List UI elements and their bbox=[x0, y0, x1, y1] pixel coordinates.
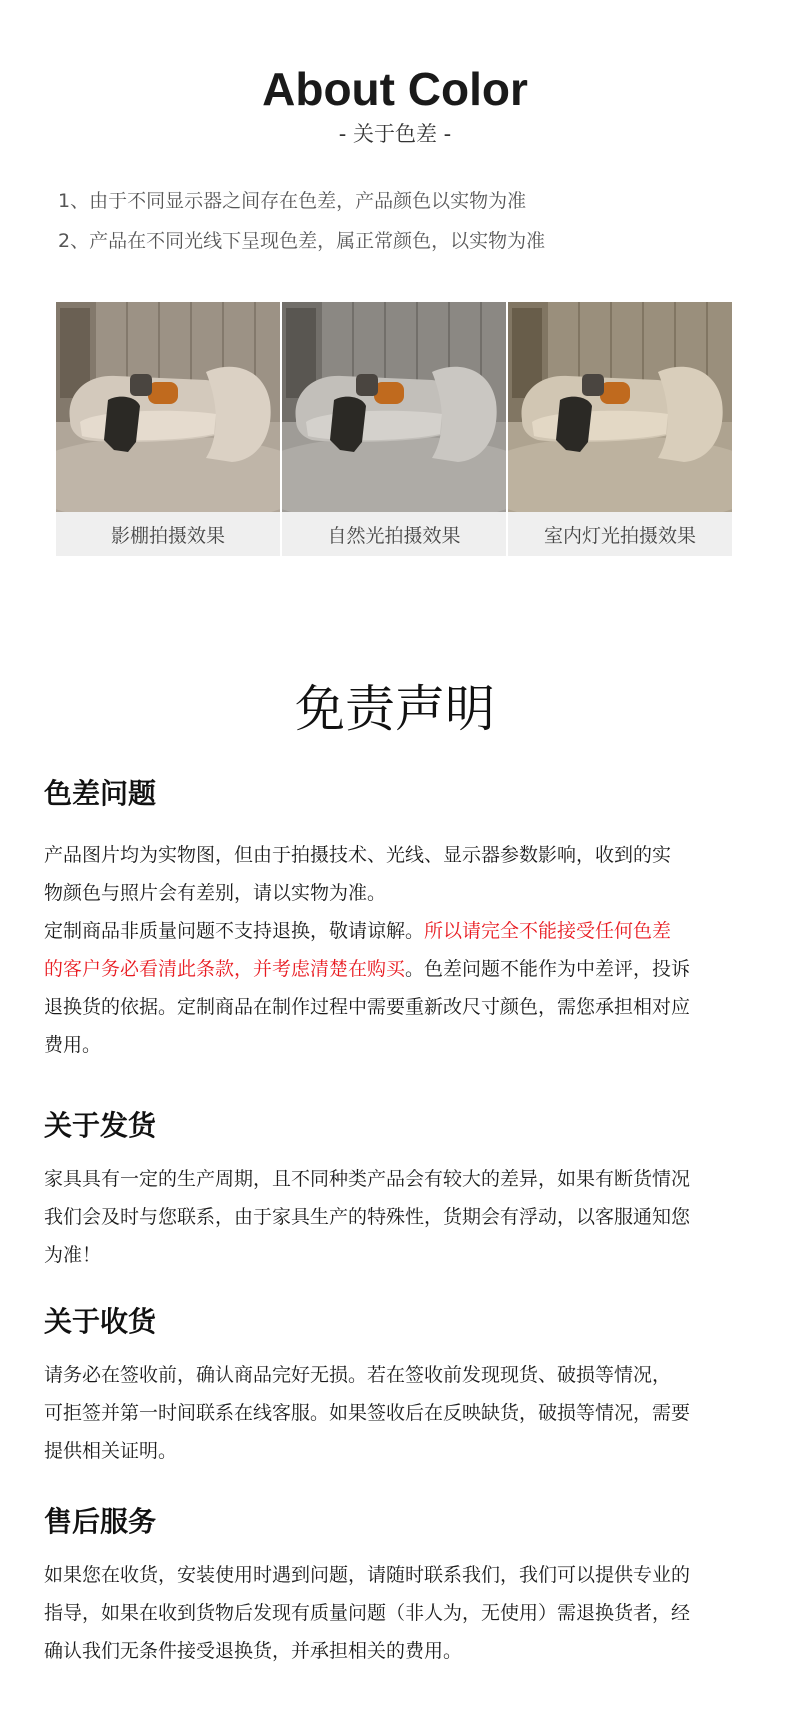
paragraph-line: 我们会及时与您联系，由于家具生产的特殊性，货期会有浮动，以客服通知您 bbox=[44, 1206, 691, 1228]
paragraph-line: 为准！ bbox=[44, 1244, 102, 1266]
sofa-photo-indoor bbox=[508, 302, 732, 512]
about-color-subtitle: - 关于色差 - bbox=[338, 122, 452, 146]
disclaimer-title: 免责声明 bbox=[295, 680, 495, 738]
sofa-photo-natural bbox=[282, 302, 506, 512]
orange-pillow bbox=[148, 382, 178, 404]
dark-pillow bbox=[582, 374, 604, 396]
section-body-receiving bbox=[44, 1356, 760, 1470]
orange-pillow bbox=[374, 382, 404, 404]
sofa-illustration bbox=[508, 302, 732, 512]
section-heading-shipping: 关于发货 bbox=[44, 1109, 157, 1142]
sofa-illustration bbox=[56, 302, 280, 512]
section-body-after-sales bbox=[44, 1556, 760, 1670]
section-heading-color-difference: 色差问题 bbox=[44, 777, 157, 810]
paragraph-line: 定制商品非质量问题不支持退换，敬请谅解。所以请完全不能接受任何色差 bbox=[44, 920, 672, 942]
throw-blanket bbox=[104, 397, 140, 452]
throw-blanket bbox=[556, 397, 592, 452]
paragraph-line: 指导，如果在收到货物后发现有质量问题（非人为，无使用）需退换货者，经 bbox=[44, 1602, 691, 1624]
photo-card-natural bbox=[282, 302, 506, 556]
warning-text: 所以请完全不能接受任何色差 bbox=[424, 920, 672, 942]
orange-pillow bbox=[600, 382, 630, 404]
section-heading-after-sales: 售后服务 bbox=[44, 1505, 157, 1538]
sofa-illustration bbox=[282, 302, 506, 512]
section-body-shipping bbox=[44, 1160, 760, 1274]
photo-label-indoor: 室内灯光拍摄效果 bbox=[508, 512, 732, 556]
photo-label-studio: 影棚拍摄效果 bbox=[56, 512, 280, 556]
dark-pillow bbox=[356, 374, 378, 396]
color-note-2: 2、产品在不同光线下呈现色差，属正常颜色，以实物为准 bbox=[58, 230, 546, 252]
paragraph-line: 的客户务必看清此条款，并考虑清楚在购买。色差问题不能作为中差评，投诉 bbox=[44, 958, 691, 980]
paragraph-line: 物颜色与照片会有差别，请以实物为准。 bbox=[44, 882, 387, 904]
warning-text: 的客户务必看清此条款，并考虑清楚在购买 bbox=[44, 958, 406, 980]
paragraph-line: 请务必在签收前，确认商品完好无损。若在签收前发现现货、破损等情况， bbox=[44, 1364, 672, 1386]
paragraph-line: 产品图片均为实物图，但由于拍摄技术、光线、显示器参数影响，收到的实 bbox=[44, 844, 672, 866]
section-heading-receiving: 关于收货 bbox=[44, 1305, 157, 1338]
photo-card-indoor bbox=[508, 302, 732, 556]
photo-label-natural: 自然光拍摄效果 bbox=[282, 512, 506, 556]
paragraph-line: 可拒签并第一时间联系在线客服。如果签收后在反映缺货，破损等情况，需要 bbox=[44, 1402, 691, 1424]
paragraph-line: 确认我们无条件接受退换货，并承担相关的费用。 bbox=[44, 1640, 463, 1662]
throw-blanket bbox=[330, 397, 366, 452]
photo-comparison bbox=[56, 302, 732, 556]
paragraph-line: 退换货的依据。定制商品在制作过程中需要重新改尺寸颜色，需您承担相对应 bbox=[44, 996, 691, 1018]
dark-pillow bbox=[130, 374, 152, 396]
color-note-1: 1、由于不同显示器之间存在色差，产品颜色以实物为准 bbox=[58, 190, 527, 212]
paragraph-line: 提供相关证明。 bbox=[44, 1440, 178, 1462]
section-body-color-difference bbox=[44, 836, 760, 1064]
about-color-title: About Color bbox=[262, 63, 528, 115]
paragraph-line: 费用。 bbox=[44, 1034, 102, 1056]
sofa-photo-studio bbox=[56, 302, 280, 512]
photo-card-studio bbox=[56, 302, 280, 556]
paragraph-line: 家具具有一定的生产周期，且不同种类产品会有较大的差异，如果有断货情况 bbox=[44, 1168, 691, 1190]
paragraph-line: 如果您在收货，安装使用时遇到问题，请随时联系我们，我们可以提供专业的 bbox=[44, 1564, 691, 1586]
